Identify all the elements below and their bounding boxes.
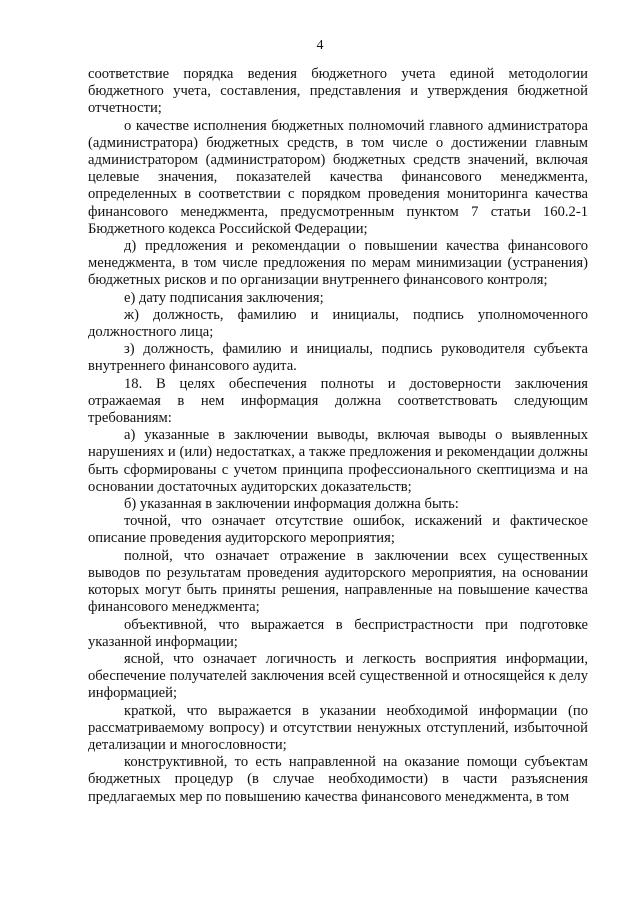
document-body	[88, 66, 588, 806]
paragraph-complete: полной, что означает отражение в заключении всех существенных выводов по результатам проведения аудиторского мероприятия, на основании которых могут быть приняты решения, направленные на повышение качества финансового менеджмента;	[88, 547, 588, 616]
paragraph-item-d-proposals: д) предложения и рекомендации о повышении качества финансового менеджмента, в том числе предложения по мерам минимизации (устранения) бюджетных рисков и по организации внутреннего финансового контроля;	[88, 238, 588, 289]
paragraph-accurate: точной, что означает отсутствие ошибок, искажений и фактическое описание проведения аудиторского мероприятия;	[88, 513, 588, 547]
paragraph-constructive: конструктивной, то есть направленной на оказание помощи субъектам бюджетных процедур (в случае необходимости) в части разъяснения предлагаемых мер по повышению качества финансового менеджмента, в том	[88, 754, 588, 805]
paragraph-item-b-information: б) указанная в заключении информация должна быть:	[124, 496, 459, 513]
paragraph-bookkeeping-compliance: соответствие порядка ведения бюджетного учета единой методологии бюджетного учета, составления, представления и утверждения бюджетной отчетности;	[88, 66, 588, 117]
page-number: 4	[316, 38, 324, 53]
paragraph-item-e-signing-date: е) дату подписания заключения;	[124, 289, 324, 306]
paragraph-section-18: 18. В целях обеспечения полноты и достоверности заключения отражаемая в нем информация должна соответствовать следующим требованиям:	[88, 375, 588, 427]
paragraph-item-z-audit-head: з) должность, фамилию и инициалы, подпись руководителя субъекта внутреннего финансового аудита.	[88, 341, 588, 375]
paragraph-budget-powers-quality: о качестве исполнения бюджетных полномочий главного администратора (администратора) бюджетных средств, в том числе о достижении главным администратором (администратором) бюджетных средств значений, включая целевые значения, показателей качества финансового менеджмента, определенных в соответствии с порядком проведения мониторинга качества финансового менеджмента, предусмотренным пунктом 7 статьи 160.2-1 Бюджетного кодекса Российской Федерации;	[88, 117, 588, 237]
paragraph-clear: ясной, что означает логичность и легкость восприятия информации, обеспечение получателей заключения всей существенной и относящейся к делу информацией;	[88, 650, 588, 702]
paragraph-item-a-conclusions: а) указанные в заключении выводы, включая выводы о выявленных нарушениях и (или) недостатках, а также предложения и рекомендации должны быть сформированы с учетом принципа профессионального скептицизма и на основании достаточных аудиторских доказательств;	[88, 427, 588, 495]
paragraph-concise: краткой, что выражается в указании необходимой информации (по рассматриваемому вопросу) и отсутствии ненужных отступлений, избыточной детализации и многословности;	[88, 702, 588, 753]
paragraph-objective: объективной, что выражается в беспристрастности при подготовке указанной информации;	[88, 616, 588, 650]
paragraph-item-zh-authorized-official: ж) должность, фамилию и инициалы, подпись уполномоченного должностного лица;	[88, 306, 588, 341]
